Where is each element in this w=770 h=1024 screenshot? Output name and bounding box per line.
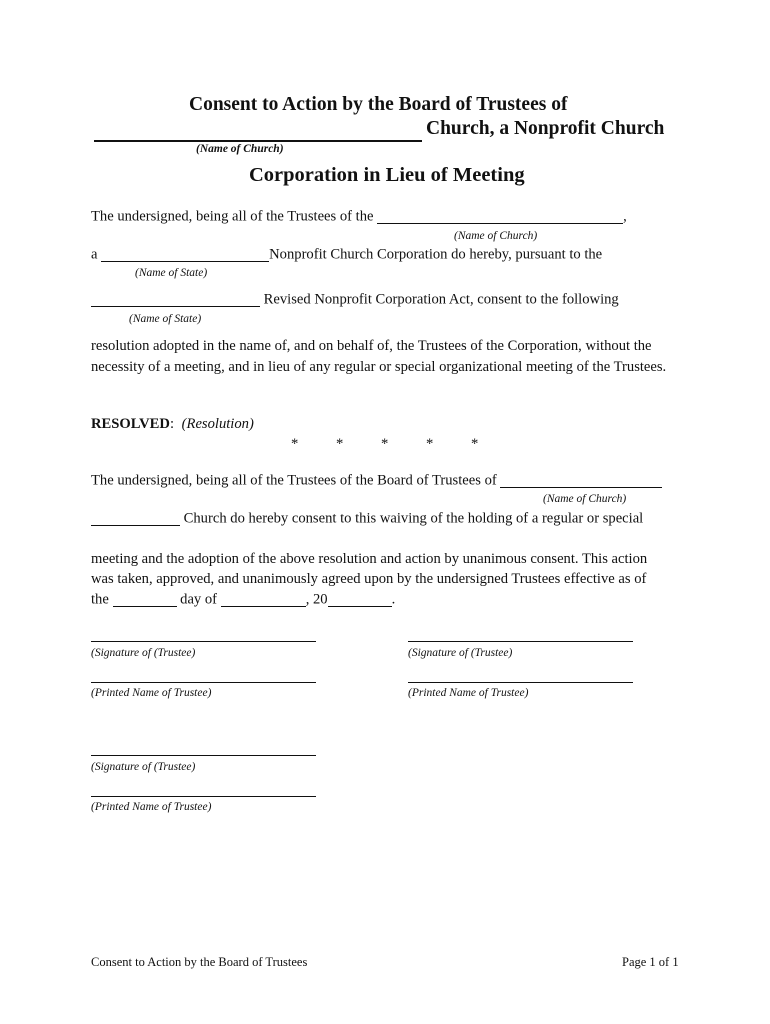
state-name-blank-2 — [91, 291, 260, 307]
signature-line-2 — [408, 641, 633, 642]
asterisk-divider — [291, 436, 478, 453]
p2-line1-text: The undersigned, being all of the Trustees of the Board of Trustees of — [91, 472, 497, 489]
p2-line3: meeting and the adoption of the above resolution and action by unanimous consent. This action — [91, 551, 648, 567]
church-name-caption: (Name of Church) — [454, 230, 538, 242]
p2-line4: was taken, approved, and unanimously agreed upon by the undersigned Trustees effective as of — [91, 571, 647, 587]
p1-line2-text: Nonprofit Church Corporation do hereby, pursuant to the — [269, 246, 603, 263]
document-title-line2: Church, a Nonprofit Church — [426, 118, 665, 139]
asterisk: * — [291, 436, 299, 452]
p2-line2-text: Church do hereby consent to this waiving of the holding of a regular or special — [183, 510, 644, 527]
printed-name-caption-2: (Printed Name of Trustee) — [408, 687, 529, 699]
asterisk: * — [471, 436, 479, 452]
p1-line1 — [91, 208, 627, 226]
printed-name-caption-1: (Printed Name of Trustee) — [91, 687, 212, 699]
signature-line-3 — [91, 755, 316, 756]
printed-name-caption-3: (Printed Name of Trustee) — [91, 801, 212, 813]
signature-caption-3: (Signature of (Trustee) — [91, 761, 196, 773]
title-church-name-caption: (Name of Church) — [196, 143, 284, 155]
footer-page-number: Page 1 of 1 — [622, 955, 679, 969]
p1-line1-text: The undersigned, being all of the Trustees of the — [91, 208, 374, 225]
p1-line3 — [91, 291, 619, 309]
printed-name-line-2 — [408, 682, 633, 683]
p1-continuation: resolution adopted in the name of, and on behalf of, the Trustees of the Corporation, without the necessity of a meeting, and in lieu of any regular or special organizational meeting of the Trustees. — [91, 338, 667, 375]
printed-name-line-3 — [91, 796, 316, 797]
asterisk: * — [426, 436, 434, 452]
day-blank — [113, 591, 177, 607]
state-name-blank-1 — [101, 246, 269, 262]
document-title-line1: Consent to Action by the Board of Trustees of — [189, 94, 568, 115]
p1-line2-a: a — [91, 246, 98, 263]
p2-line5-day-of: day of — [180, 591, 218, 608]
board-church-name-blank — [500, 472, 662, 488]
p2-line1 — [91, 472, 662, 490]
state-name-caption-1: (Name of State) — [135, 267, 208, 279]
p2-line5 — [91, 591, 395, 609]
p2-line5-period: . — [391, 591, 396, 608]
p1-line3-text: Revised Nonprofit Corporation Act, consent to the following — [263, 291, 619, 308]
asterisk: * — [336, 436, 344, 452]
signature-caption-1: (Signature of (Trustee) — [91, 647, 196, 659]
p2-line2 — [91, 510, 643, 528]
board-church-name-caption: (Name of Church) — [543, 493, 627, 505]
p1-line2 — [91, 246, 602, 264]
signature-caption-2: (Signature of (Trustee) — [408, 647, 513, 659]
asterisk: * — [381, 436, 389, 452]
signature-line-1 — [91, 641, 316, 642]
church-blank-short — [91, 510, 180, 526]
printed-name-line-1 — [91, 682, 316, 683]
document-subtitle: Corporation in Lieu of Meeting — [249, 164, 525, 186]
p2-line5-year-prefix: , 20 — [305, 591, 328, 608]
footer-document-title: Consent to Action by the Board of Trustees — [91, 955, 308, 969]
church-name-blank — [377, 208, 623, 224]
resolved-line — [91, 416, 254, 433]
p1-line1-comma: , — [623, 208, 627, 225]
resolved-colon: : — [169, 416, 175, 432]
resolved-label: RESOLVED — [91, 416, 170, 432]
p2-line5-the: the — [91, 591, 109, 608]
resolution-placeholder: (Resolution) — [181, 416, 254, 432]
state-name-caption-2: (Name of State) — [129, 313, 202, 325]
month-blank — [221, 591, 306, 607]
year-blank — [328, 591, 392, 607]
church-name-title-blank — [94, 140, 422, 142]
